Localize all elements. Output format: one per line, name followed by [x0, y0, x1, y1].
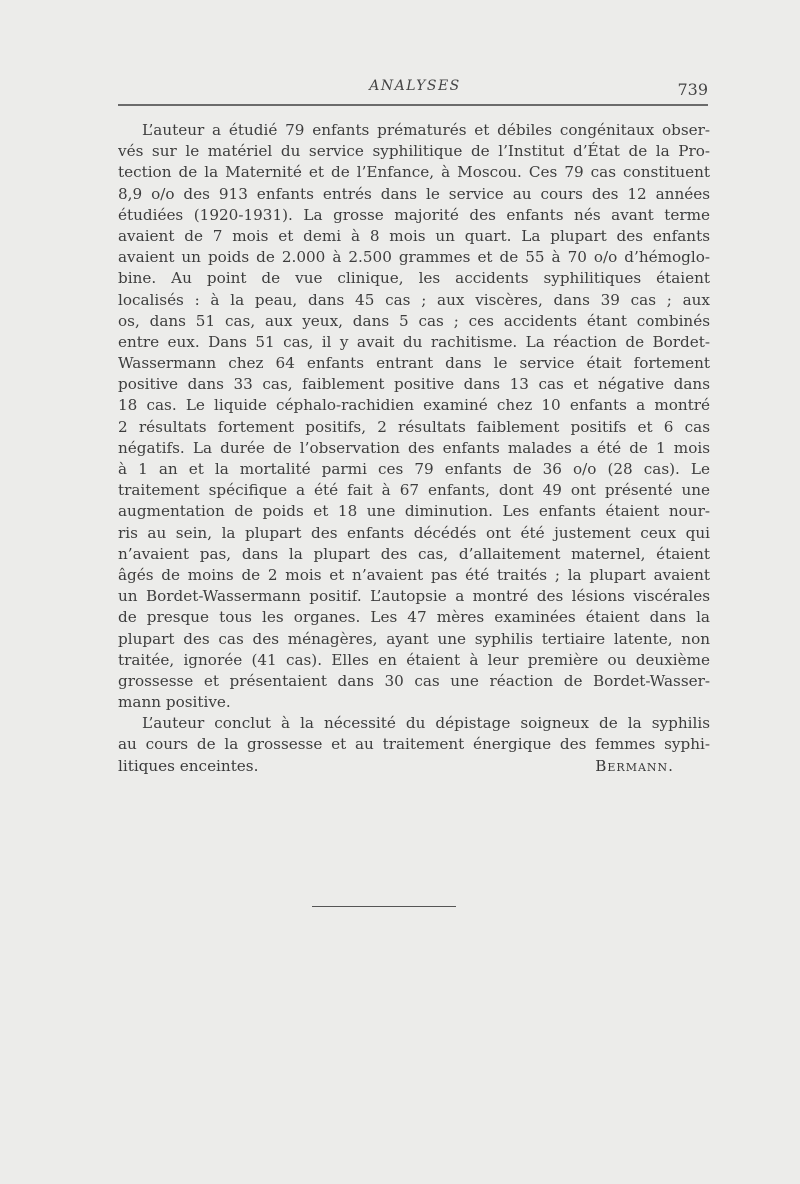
text-line: négatifs. La durée de l’observation des enfants malades a été de 1 mois	[118, 438, 710, 457]
text-line: traitée, ignorée (41 cas). Elles en étaient à leur première ou deuxième	[118, 650, 710, 669]
header-rule	[118, 104, 708, 106]
text-line: au cours de la grossesse et au traitement énergique des femmes syphi-	[118, 735, 710, 754]
text-line: n’avaient pas, dans la plupart des cas, d’allaitement maternel, étaient	[118, 544, 710, 563]
text-line: un Bordet-Wassermann positif. L’autopsie a montré des lésions viscérales	[118, 587, 710, 606]
text-line: traitement spécifique a été fait à 67 enfants, dont 49 ont présenté une	[118, 481, 710, 500]
text-line: étudiées (1920-1931). La grosse majorité des enfants nés avant terme	[118, 205, 710, 224]
text-line: 18 cas. Le liquide céphalo-rachidien examiné chez 10 enfants a montré	[118, 396, 710, 415]
text-line: âgés de moins de 2 mois et n’avaient pas été traités ; la plupart avaient	[118, 565, 710, 584]
text-line: augmentation de poids et 18 une diminution. Les enfants étaient nour-	[118, 502, 710, 521]
article-body	[118, 120, 710, 777]
text-line: os, dans 51 cas, aux yeux, dans 5 cas ; ces accidents étant combinés	[118, 311, 710, 330]
paragraph-2	[118, 713, 710, 777]
text-line: 2 résultats fortement positifs, 2 résultats faiblement positifs et 6 cas	[118, 417, 710, 436]
text-line: localisés : à la peau, dans 45 cas ; aux viscères, dans 39 cas ; aux	[118, 290, 710, 309]
text-line: 8,9 o/o des 913 enfants entrés dans le service au cours des 12 années	[118, 184, 710, 203]
text-line: L’auteur conclut à la nécessité du dépistage soigneux de la syphilis	[142, 714, 710, 733]
running-title: ANALYSES	[369, 78, 461, 94]
text-line: L’auteur a étudié 79 enfants prématurés et débiles congénitaux obser-	[142, 121, 710, 139]
text-line: bine. Au point de vue clinique, les accidents syphilitiques étaient	[118, 269, 710, 288]
text-line: positive dans 33 cas, faiblement positive dans 13 cas et négative dans	[118, 375, 710, 394]
text-line: avaient un poids de 2.000 à 2.500 grammes et de 55 à 70 o/o d’hémoglo-	[118, 248, 710, 267]
end-rule	[312, 906, 456, 907]
text-line: ris au sein, la plupart des enfants décédés ont été justement ceux qui	[118, 523, 710, 542]
text-line: de presque tous les organes. Les 47 mères examinées étaient dans la	[118, 608, 710, 627]
text-line: vés sur le matériel du service syphilitique de l’Institut d’État de la Pro-	[118, 142, 710, 161]
text-line: Wassermann chez 64 enfants entrant dans le service était fortement	[118, 354, 710, 373]
text-line: avaient de 7 mois et demi à 8 mois un quart. La plupart des enfants	[118, 226, 710, 245]
text-line: litiques enceintes.	[118, 756, 259, 775]
paragraph-1	[118, 120, 710, 713]
page-header	[118, 74, 712, 104]
text-line: mann positive.	[118, 693, 231, 712]
author-signature: Bermann.	[595, 756, 674, 775]
page-number: 739	[677, 80, 708, 99]
text-line: plupart des cas des ménagères, ayant une syphilis tertiaire latente, non	[118, 629, 710, 648]
text-line: entre eux. Dans 51 cas, il y avait du rachitisme. La réaction de Bordet-	[118, 332, 710, 351]
closing-line	[118, 756, 710, 777]
text-line: à 1 an et la mortalité parmi ces 79 enfants de 36 o/o (28 cas). Le	[118, 460, 710, 478]
text-line: grossesse et présentaient dans 30 cas une réaction de Bordet-Wasser-	[118, 671, 710, 690]
text-line: tection de la Maternité et de l’Enfance, à Moscou. Ces 79 cas constituent	[118, 163, 710, 182]
